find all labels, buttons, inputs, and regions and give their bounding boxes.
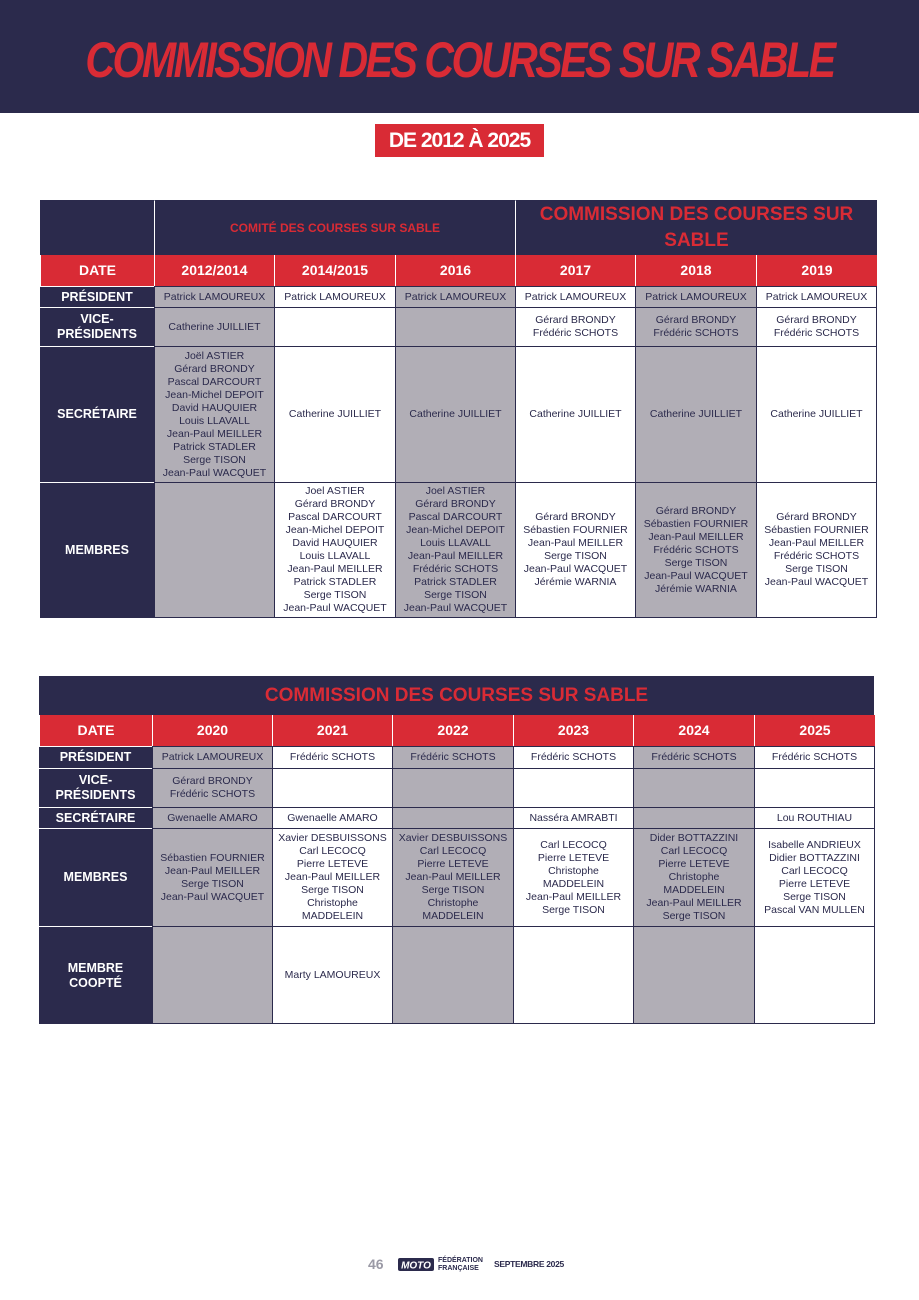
table-cell: Patrick LAMOUREUX <box>515 286 635 307</box>
row-label: SECRÉTAIRE <box>39 807 152 828</box>
table-cell: Gérard BRONDY Sébastien FOURNIER Jean-Paul MEILLER Frédéric SCHOTS Serge TISON Jean-Paul WACQUET <box>756 482 877 618</box>
table-cell <box>633 926 754 1024</box>
table-cell: Gwenaelle AMARO <box>152 807 272 828</box>
table-cell: Sébastien FOURNIER Jean-Paul MEILLER Serge TISON Jean-Paul WACQUET <box>152 828 272 926</box>
table-cell: Patrick LAMOUREUX <box>152 746 272 768</box>
table-cell: Frédéric SCHOTS <box>272 746 392 768</box>
table-cell <box>633 768 754 807</box>
year-header: 2022 <box>392 715 513 746</box>
table-cell: Catherine JUILLIET <box>635 346 756 482</box>
table-2012-2019 <box>40 200 877 620</box>
table-cell: Frédéric SCHOTS <box>633 746 754 768</box>
row-label: MEMBRES <box>39 828 152 926</box>
page-title: COMMISSION DES COURSES SUR SABLE <box>85 32 834 88</box>
table-cell <box>395 307 515 346</box>
row-label: PRÉSIDENT <box>40 286 154 307</box>
table-cell: Joel ASTIER Gérard BRONDY Pascal DARCOURT Jean-Michel DEPOIT Louis LLAVALL Jean-Paul MEILLER Frédéric SCHOTS Patrick STADLER Serge TISON Jean-Paul WACQUET <box>395 482 515 618</box>
table-cell: Nasséra AMRABTI <box>513 807 633 828</box>
year-header: 2025 <box>754 715 875 746</box>
table-cell: Carl LECOCQ Pierre LETEVE Christophe MADDELEIN Jean-Paul MEILLER Serge TISON <box>513 828 633 926</box>
year-header: 2014/2015 <box>274 255 395 286</box>
table-cell: Frédéric SCHOTS <box>513 746 633 768</box>
table-cell: Gérard BRONDY Frédéric SCHOTS <box>635 307 756 346</box>
group-header-committee: COMITÉ DES COURSES SUR SABLE <box>154 200 515 255</box>
table-cell <box>633 807 754 828</box>
table-cell: Joel ASTIER Gérard BRONDY Pascal DARCOURT Jean-Michel DEPOIT David HAUQUIER Louis LLAVALL Jean-Paul MEILLER Patrick STADLER Serge TISON Jean-Paul WACQUET <box>274 482 395 618</box>
table-cell: Patrick LAMOUREUX <box>395 286 515 307</box>
year-header: 2021 <box>272 715 392 746</box>
table-cell: Patrick LAMOUREUX <box>756 286 877 307</box>
table-cell: Gwenaelle AMARO <box>272 807 392 828</box>
row-label: PRÉSIDENT <box>39 746 152 768</box>
table-cell: Patrick LAMOUREUX <box>274 286 395 307</box>
row-label: VICE- PRÉSIDENTS <box>39 768 152 807</box>
table-cell <box>392 926 513 1024</box>
page-footer <box>0 1256 919 1276</box>
table-cell <box>272 768 392 807</box>
table-cell <box>754 768 875 807</box>
table-cell: Dider BOTTAZZINI Carl LECOCQ Pierre LETEVE Christophe MADDELEIN Jean-Paul MEILLER Serge TISON <box>633 828 754 926</box>
page-number: 46 <box>368 1256 384 1272</box>
table-cell <box>274 307 395 346</box>
group-header-commission: COMMISSION DES COURSES SUR SABLE <box>515 200 877 255</box>
table-cell: Catherine JUILLIET <box>395 346 515 482</box>
table-cell <box>152 926 272 1024</box>
issue-date: SEPTEMBRE 2025 <box>494 1259 564 1269</box>
year-header: 2018 <box>635 255 756 286</box>
date-label: DATE <box>39 715 152 746</box>
table-cell: Xavier DESBUISSONS Carl LECOCQ Pierre LETEVE Jean-Paul MEILLER Serge TISON Christophe MADDELEIN <box>392 828 513 926</box>
table-title: COMMISSION DES COURSES SUR SABLE <box>39 676 874 715</box>
year-header: 2023 <box>513 715 633 746</box>
table-cell: Catherine JUILLIET <box>515 346 635 482</box>
table-cell: Gérard BRONDY Sébastien FOURNIER Jean-Paul MEILLER Frédéric SCHOTS Serge TISON Jean-Paul WACQUET Jérémie WARNIA <box>635 482 756 618</box>
table-cell: Gérard BRONDY Frédéric SCHOTS <box>152 768 272 807</box>
row-label: MEMBRE COOPTÉ <box>39 926 152 1024</box>
year-header: 2016 <box>395 255 515 286</box>
table-cell <box>392 768 513 807</box>
federation-name: FÉDÉRATION FRANÇAISE <box>438 1257 483 1272</box>
table-cell: Gérard BRONDY Frédéric SCHOTS <box>756 307 877 346</box>
row-label: MEMBRES <box>40 482 154 618</box>
table-cell: Patrick LAMOUREUX <box>154 286 274 307</box>
table-2020-2025 <box>39 676 875 1026</box>
year-header: 2017 <box>515 255 635 286</box>
table-cell: Catherine JUILLIET <box>756 346 877 482</box>
table-cell <box>513 926 633 1024</box>
table-cell: Gérard BRONDY Frédéric SCHOTS <box>515 307 635 346</box>
logo-text: MOTO <box>401 1260 431 1272</box>
row-label: VICE- PRÉSIDENTS <box>40 307 154 346</box>
table-cell: Patrick LAMOUREUX <box>635 286 756 307</box>
date-label: DATE <box>40 255 154 286</box>
year-header: 2024 <box>633 715 754 746</box>
row-label: SECRÉTAIRE <box>40 346 154 482</box>
date-range-badge: DE 2012 À 2025 <box>375 124 544 157</box>
table-cell: Marty LAMOUREUX <box>272 926 392 1024</box>
table-cell: Frédéric SCHOTS <box>392 746 513 768</box>
table-cell: Xavier DESBUISSONS Carl LECOCQ Pierre LETEVE Jean-Paul MEILLER Serge TISON Christophe MADDELEIN <box>272 828 392 926</box>
year-header: 2020 <box>152 715 272 746</box>
year-header: 2019 <box>756 255 877 286</box>
table-cell: Gérard BRONDY Sébastien FOURNIER Jean-Paul MEILLER Serge TISON Jean-Paul WACQUET Jérémie WARNIA <box>515 482 635 618</box>
table-cell <box>754 926 875 1024</box>
table-cell <box>392 807 513 828</box>
table-cell: Joël ASTIER Gérard BRONDY Pascal DARCOURT Jean-Michel DEPOIT David HAUQUIER Louis LLAVALL Jean-Paul MEILLER Patrick STADLER Serge TISON Jean-Paul WACQUET <box>154 346 274 482</box>
table-cell <box>154 482 274 618</box>
table-cell: Frédéric SCHOTS <box>754 746 875 768</box>
table-cell <box>513 768 633 807</box>
table-cell: Catherine JUILLIET <box>154 307 274 346</box>
table-cell: Lou ROUTHIAU <box>754 807 875 828</box>
table-cell: Isabelle ANDRIEUX Didier BOTTAZZINI Carl LECOCQ Pierre LETEVE Serge TISON Pascal VAN MULLEN <box>754 828 875 926</box>
ffm-logo-icon <box>398 1256 434 1273</box>
year-header: 2012/2014 <box>154 255 274 286</box>
table-cell: Catherine JUILLIET <box>274 346 395 482</box>
